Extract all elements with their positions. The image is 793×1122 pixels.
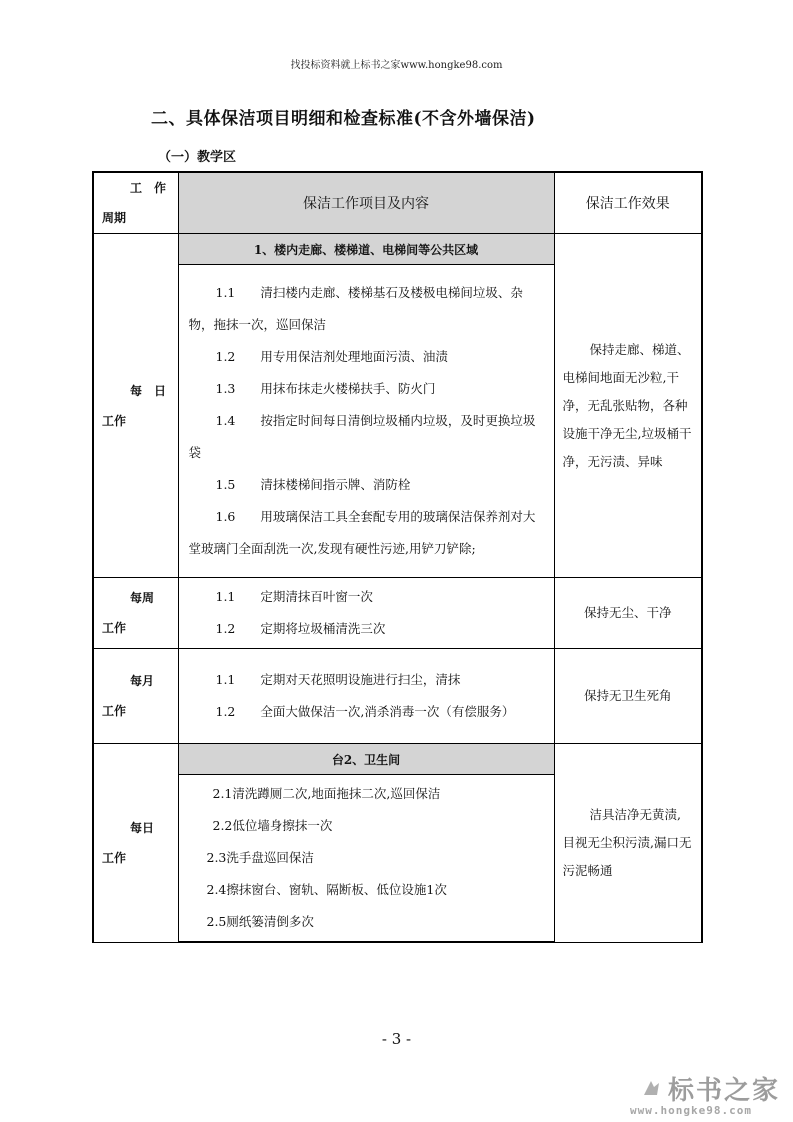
weekly-effect: 保持无尘、干净 <box>554 578 702 649</box>
monthly-period-cell <box>93 649 178 744</box>
list-item: 2.3洗手盘巡回保洁 <box>206 850 314 865</box>
daily2-period-cell <box>93 744 178 943</box>
list-item: 1.1 清扫楼内走廊、楼梯基石及楼极电梯间垃圾、杂物，拖抹一次，巡回保洁 <box>188 285 523 332</box>
group1-title-row <box>93 234 702 265</box>
monthly-period-line1: 每月 <box>130 674 155 688</box>
header-period-line1: 工 作 <box>130 181 167 195</box>
daily2-effect: 洁具洁净无黄渍,目视无尘积污渍,漏口无污泥畅通 <box>562 806 692 878</box>
list-item: 1.1 定期清抹百叶窗一次 <box>215 589 373 604</box>
list-item: 1.2 全面大做保洁一次,消杀消毒一次（有偿服务） <box>215 704 515 719</box>
list-item: 2.1清洗蹲厕二次,地面拖抹二次,巡回保洁 <box>212 786 441 801</box>
header-effect-cell: 保洁工作效果 <box>554 172 702 234</box>
subsection-title: （一）教学区 <box>158 150 237 165</box>
monthly-row <box>93 649 702 744</box>
list-item: 1.1 定期对天花照明设施进行扫尘，清抹 <box>215 672 461 687</box>
daily1-content-cell <box>178 265 554 578</box>
table-header-row <box>93 172 702 234</box>
daily1-period-line2: 工作 <box>102 413 127 428</box>
group1-title: 1、楼内走廊、楼梯道、电梯间等公共区域 <box>178 234 554 265</box>
monthly-effect: 保持无卫生死角 <box>554 649 702 744</box>
list-item: 1.3 用抹布抹走火楼梯扶手、防火门 <box>215 381 436 396</box>
header-content-cell: 保洁工作项目及内容 <box>178 172 554 234</box>
list-item: 1.4 按指定时间每日清倒垃圾桶内垃圾，及时更换垃圾袋 <box>188 413 536 460</box>
weekly-row <box>93 578 702 649</box>
daily1-effect: 保持走廊、梯道、电梯间地面无沙粒,干净，无乱张贴物，各种设施干净无尘,垃圾桶干净，无污渍、异味 <box>562 341 692 469</box>
group2-title-row <box>93 744 702 775</box>
daily1-period-cell <box>93 234 178 578</box>
weekly-period-cell <box>93 578 178 649</box>
header-period-line2: 周期 <box>102 211 127 225</box>
group2-title: 台2、卫生间 <box>178 744 554 775</box>
site-logo <box>628 1070 788 1120</box>
logo-url: www.hongke98.com <box>630 1104 752 1117</box>
list-item: 1.5 清抹楼梯间指示牌、消防栓 <box>215 477 411 492</box>
list-item: 1.2 定期将垃圾桶清洗三次 <box>215 621 386 636</box>
logo-name: 标书之家 <box>668 1076 781 1106</box>
page-number: - 3 - <box>381 1030 412 1048</box>
daily2-content-cell <box>178 775 554 943</box>
weekly-period-line2: 工作 <box>102 621 127 635</box>
monthly-period-line2: 工作 <box>102 704 127 718</box>
logo-mark-icon <box>642 1078 662 1098</box>
header-period-cell <box>93 172 178 234</box>
section-title: 二、具体保洁项目明细和检查标准(不含外墙保洁) <box>151 109 536 129</box>
daily1-effect-cell <box>554 234 702 578</box>
daily2-period-line1: 每日 <box>130 820 155 835</box>
list-item: 2.4擦抹窗台、窗轨、隔断板、低位设施1次 <box>206 882 447 897</box>
weekly-period-line1: 每周 <box>130 591 155 605</box>
monthly-content-cell <box>178 649 554 744</box>
list-item: 2.5厕纸篓清倒多次 <box>206 914 314 929</box>
cleaning-standards-table <box>92 171 703 943</box>
header-note: 找投标资料就上标书之家www.hongke98.com <box>290 60 503 71</box>
weekly-content-cell <box>178 578 554 649</box>
list-item: 2.2低位墙身擦抹一次 <box>212 818 333 833</box>
list-item: 1.2 用专用保洁剂处理地面污渍、油渍 <box>215 349 448 364</box>
daily2-period-line2: 工作 <box>102 850 127 865</box>
daily1-period-line1: 每 日 <box>130 383 167 398</box>
list-item: 1.6 用玻璃保洁工具全套配专用的玻璃保洁保养剂对大堂玻璃门全面刮洗一次,发现有硬性污迹,用铲刀铲除; <box>188 509 536 556</box>
daily2-effect-cell <box>554 744 702 943</box>
